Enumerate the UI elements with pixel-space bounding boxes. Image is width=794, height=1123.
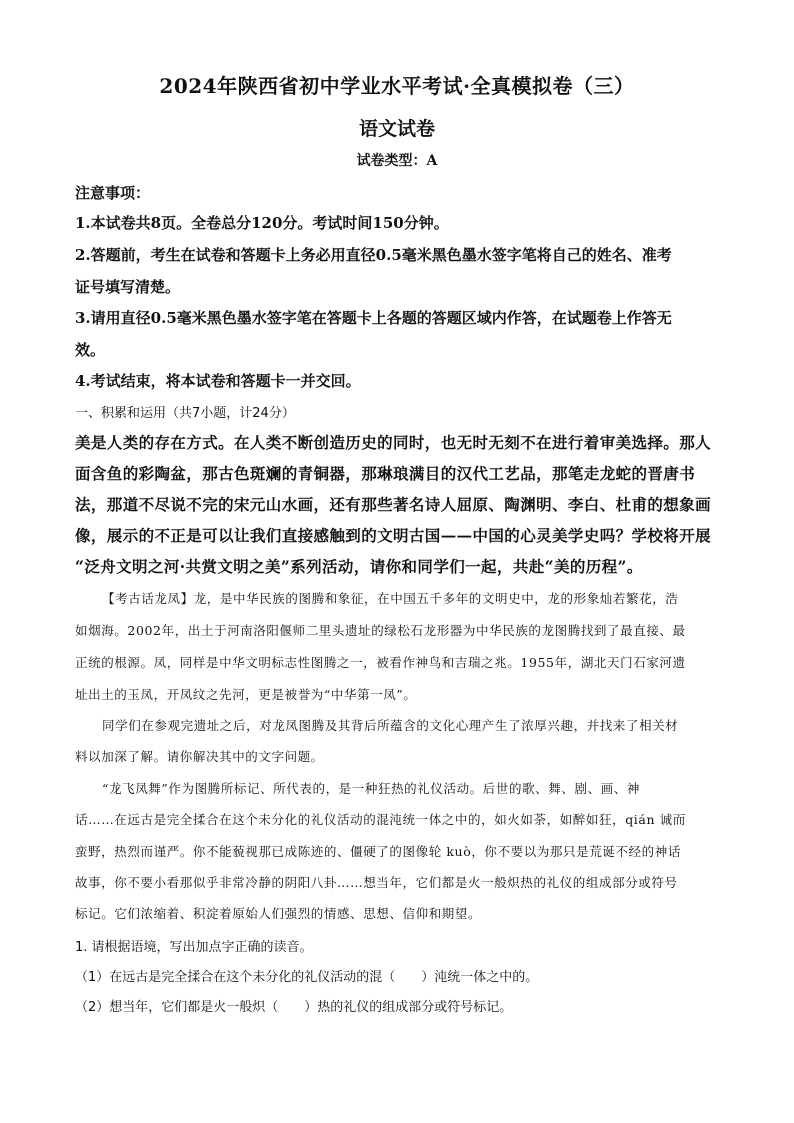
- passage-1-line-1: 【考古话龙凤】龙，是中华民族的图腾和象征，在中国五千多年的文明史中，龙的形象灿若繁花，浩: [102, 591, 679, 606]
- note-item-4: 4.考试结束，将本试卷和答题卡一并交回。: [75, 372, 361, 390]
- passage-1-line-3: 正统的根源。凤，同样是中华文明标志性图腾之一，被看作神鸟和吉瑞之兆。1955年，湖北天门石家河遗: [75, 655, 686, 670]
- note-item-3-line-2: 效。: [75, 341, 106, 359]
- passage-2-line-1: 同学们在参观完遗址之后，对龙凤图腾及其背后所蕴含的文化心理产生了浓厚兴趣，并找来了相关材: [102, 718, 679, 733]
- subject-title: 语文试卷: [358, 118, 435, 140]
- note-item-3-line-1: 3.请用直径0.5毫米黑色墨水签字笔在答题卡上各题的答题区域内作答，在试题卷上作答无: [75, 309, 672, 327]
- paper-type: 试卷类型：A: [356, 153, 438, 169]
- section-heading: 一、积累和运用（共7小题，计24分）: [75, 406, 295, 421]
- passage-3-line-4: 故事，你不要小看那似乎非常冷静的阴阳八卦……想当年，它们都是火一般炽热的礼仪的组成部分或符号: [75, 875, 678, 890]
- note-item-2-line-2: 证号填写清楚。: [75, 278, 181, 296]
- passage-3-line-3: 蛮野，热烈而谨严。你不能藐视那已成陈迹的、僵硬了的图像轮 kuò，你不要以为那只是荒诞不经的神话: [75, 844, 681, 859]
- intro-line-2: 面含鱼的彩陶盆，那古色斑斓的青铜器，那琳琅满目的汉代工艺品，那笔走龙蛇的晋唐书: [75, 464, 696, 483]
- intro-line-1: 美是人类的存在方式。在人类不断创造历史的同时，也无时无刻不在进行着审美选择。那人: [75, 433, 712, 452]
- note-item-1: 1.本试卷共8页。全卷总分120分。考试时间150分钟。: [75, 214, 449, 232]
- passage-3-line-1: “龙飞凤舞”作为图腾所标记、所代表的，是一种狂热的礼仪活动。后世的歌、舞、剧、画、神: [102, 781, 640, 796]
- passage-3-line-2: 话……在远古是完全揉合在这个未分化的礼仪活动的混沌统一体之中的，如火如荼，如醉如狂，qián 诚而: [75, 812, 686, 827]
- passage-1-line-2: 如烟海。2002年，出土于河南洛阳偃师二里头遗址的绿松石龙形器为中华民族的龙图腾找到了最直接、最: [75, 623, 686, 638]
- intro-line-5: “泛舟文明之河·共赏文明之美”系列活动，请你和同学们一起，共赴“美的历程”。: [75, 557, 643, 576]
- passage-3-line-5: 标记。它们浓缩着、积淀着原始人们强烈的情感、思想、信仰和期望。: [75, 906, 482, 921]
- notes-heading: 注意事项：: [75, 184, 151, 202]
- question-1-sub-1: （1）在远古是完全揉合在这个未分化的礼仪活动的混（ ）沌统一体之中的。: [75, 970, 539, 985]
- note-item-2-line-1: 2.答题前，考生在试卷和答题卡上务必用直径0.5毫米黑色墨水签字笔将自己的姓名、准考: [75, 246, 672, 264]
- question-1-sub-2: （2）想当年，它们都是火一般炽（ ）热的礼仪的组成部分或符号标记。: [75, 1000, 513, 1015]
- intro-line-3: 法，那道不尽说不完的宋元山水画，还有那些著名诗人屈原、陶渊明、李白、杜甫的想象画: [75, 495, 712, 514]
- intro-line-4: 像，展示的不正是可以让我们直接感触到的文明古国——中国的心灵美学史吗？学校将开展: [75, 526, 712, 545]
- passage-1-line-4: 址出土的玉凤，开凤纹之先河，更是被誉为“中华第一凤”。: [75, 687, 417, 702]
- exam-title: 2024年陕西省初中学业水平考试·全真模拟卷（三）: [159, 74, 635, 98]
- passage-2-line-2: 料以加深了解。请你解决其中的文字问题。: [75, 749, 324, 764]
- question-1-stem: 1. 请根据语境，写出加点字正确的读音。: [75, 940, 313, 955]
